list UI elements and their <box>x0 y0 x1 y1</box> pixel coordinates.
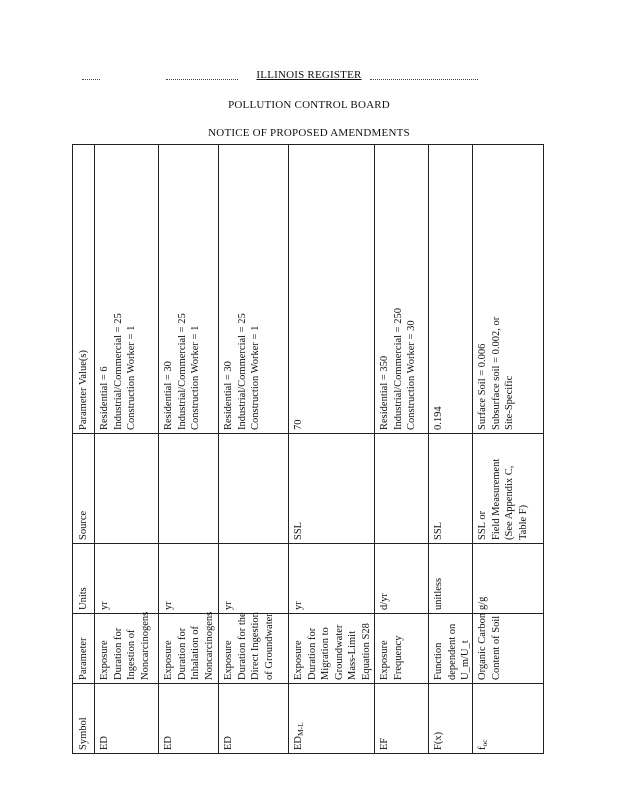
cell-line: Equation S28 <box>360 623 372 680</box>
cell-line: Construction Worker = 30 <box>406 320 417 430</box>
cell-line: Industrial/Commercial = 250 <box>392 308 404 430</box>
row-divider <box>94 144 95 754</box>
cell-symbol <box>222 736 236 750</box>
cell-value <box>476 317 517 430</box>
cell-line: Construction Worker = 1 <box>250 325 261 430</box>
symbol-text: f <box>477 746 488 750</box>
cell-source <box>476 459 530 540</box>
symbol-text: ED <box>163 736 174 750</box>
cell-value <box>222 313 263 430</box>
row-divider <box>158 144 159 754</box>
cell-line: Duration for <box>176 627 188 680</box>
notice-title: NOTICE OF PROPOSED AMENDMENTS <box>208 127 410 139</box>
cell-line: SSL or <box>477 510 488 540</box>
cell-line: (See Appendix C, <box>504 465 515 540</box>
cell-text: yr <box>293 601 304 610</box>
column-divider <box>72 543 544 544</box>
cell-line: of Groundwater <box>263 613 275 680</box>
cell-units <box>378 593 392 610</box>
cell-symbol <box>292 722 308 750</box>
header-rule-mid <box>166 79 238 80</box>
cell-symbol <box>378 738 392 750</box>
cell-parameter <box>98 612 152 680</box>
cell-parameter <box>432 624 473 680</box>
cell-line: Groundwater <box>333 624 345 680</box>
symbol-text: ED <box>223 736 234 750</box>
register-title: ILLINOIS REGISTER <box>256 69 362 81</box>
cell-line: Site-Specific <box>504 375 515 430</box>
row-divider <box>288 144 289 754</box>
cell-text: g/g <box>477 596 488 610</box>
cell-line: Noncarcinogens <box>139 611 151 680</box>
cell-symbol <box>432 732 446 750</box>
cell-line: Duration for the <box>236 612 248 680</box>
cell-line: Field Measurement <box>490 458 502 540</box>
symbol-text: EF <box>379 737 390 750</box>
column-header-parameter: Parameter <box>78 637 89 680</box>
cell-text: yr <box>223 601 234 610</box>
symbol-text: ED <box>99 736 110 750</box>
cell-units <box>98 601 112 610</box>
cell-line: Residential = 30 <box>223 361 234 430</box>
row-divider <box>374 144 375 754</box>
header-rule-left <box>82 79 100 80</box>
column-divider <box>72 683 544 684</box>
cell-parameter <box>222 612 276 680</box>
cell-parameter <box>476 613 503 680</box>
cell-line: Migration to <box>320 627 331 680</box>
symbol-text: F(x) <box>433 731 444 750</box>
column-divider <box>72 433 544 434</box>
cell-text: yr <box>99 601 110 610</box>
cell-line: Residential = 6 <box>99 366 110 430</box>
symbol-text: ED <box>293 736 304 750</box>
board-title: POLLUTION CONTROL BOARD <box>228 99 390 111</box>
cell-line: Inhalation of <box>190 626 201 680</box>
cell-line: SSL <box>433 521 444 540</box>
cell-text: unitless <box>433 577 444 610</box>
cell-line: Surface Soil = 0.006 <box>477 343 488 430</box>
cell-line: Industrial/Commercial = 25 <box>112 313 124 430</box>
column-header-units: Units <box>78 587 89 610</box>
cell-line: Direct Ingestion <box>250 612 261 680</box>
cell-line: Construction Worker = 1 <box>190 325 201 430</box>
cell-text: d/yr <box>379 593 390 610</box>
cell-line: Exposure <box>99 640 110 680</box>
row-divider <box>428 144 429 754</box>
cell-value <box>292 420 306 431</box>
cell-value <box>98 313 139 430</box>
cell-symbol <box>162 736 176 750</box>
column-header-source: Source <box>78 510 89 540</box>
cell-line: Exposure <box>293 640 304 680</box>
cell-symbol <box>476 739 492 750</box>
cell-line: Table F) <box>517 504 529 540</box>
cell-line: Residential = 350 <box>379 355 390 430</box>
cell-source <box>432 522 446 540</box>
cell-source <box>292 522 306 540</box>
parameters-table <box>72 144 544 754</box>
cell-units <box>222 601 236 610</box>
cell-symbol <box>98 736 112 750</box>
cell-units <box>292 601 306 610</box>
rotated-table-body <box>72 144 544 754</box>
cell-line: Residential = 30 <box>163 361 174 430</box>
cell-parameter <box>378 636 405 680</box>
cell-line: dependent on <box>446 623 458 680</box>
cell-value <box>378 308 419 430</box>
cell-line: Subsurface soil = 0.002, or <box>490 316 502 430</box>
cell-line: U_m/U_t <box>460 640 471 680</box>
cell-line: Exposure <box>163 640 174 680</box>
cell-line: Function <box>433 642 444 680</box>
cell-units <box>162 601 176 610</box>
symbol-subscript: oc <box>480 739 489 747</box>
cell-line: Industrial/Commercial = 25 <box>176 313 188 430</box>
cell-line: Frequency <box>392 635 404 680</box>
cell-value <box>162 313 203 430</box>
cell-line: Exposure <box>223 640 234 680</box>
cell-line: Ingestion of <box>126 629 137 680</box>
row-divider <box>218 144 219 754</box>
cell-line: Mass-Limit <box>347 631 358 680</box>
cell-line: Industrial/Commercial = 25 <box>236 313 248 430</box>
column-header-value: Parameter Value(s) <box>78 350 89 430</box>
cell-parameter <box>292 623 373 680</box>
cell-text: yr <box>163 601 174 610</box>
cell-line: 70 <box>293 419 304 430</box>
cell-line: Content of Soil <box>490 615 502 680</box>
column-header-symbol: Symbol <box>78 717 89 750</box>
cell-line: Duration for <box>112 627 124 680</box>
cell-line: Exposure <box>379 640 390 680</box>
cell-line: Noncarcinogens <box>203 611 215 680</box>
cell-value <box>432 406 446 430</box>
cell-line: Organic Carbon <box>477 612 488 680</box>
cell-units <box>476 597 490 610</box>
cell-parameter <box>162 612 216 680</box>
cell-line: Construction Worker = 1 <box>126 325 137 430</box>
symbol-subscript: M-L <box>296 722 305 736</box>
cell-line: Duration for <box>306 627 318 680</box>
cell-units <box>432 578 446 610</box>
cell-line: 0.194 <box>433 406 444 430</box>
header-rule-right <box>370 79 478 80</box>
cell-line: SSL <box>293 521 304 540</box>
